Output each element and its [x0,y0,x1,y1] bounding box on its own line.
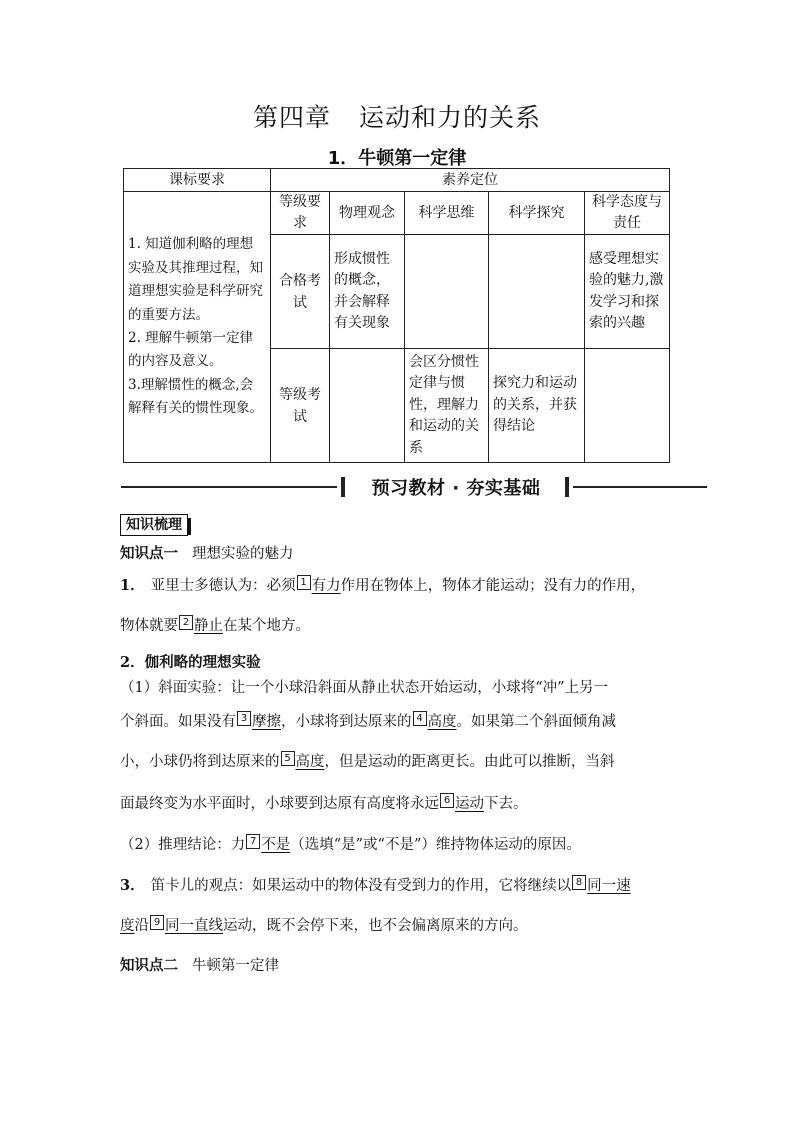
blank-marker: 6 [440,793,454,808]
answer-blank: 同一速 [587,878,631,894]
answer-blank: 摩擦 [252,714,281,730]
text: 下去。 [484,796,528,812]
text: 作用在物体上，物体才能运动；没有力的作用， [340,578,646,594]
text: 亚里士多德认为：必须 [150,578,296,594]
kp2-title: 牛顿第一定律 [192,958,279,974]
header-literacy: 素养定位 [271,169,670,192]
answer-blank: 不是 [261,837,291,853]
text: （2）推理结论：力 [120,837,246,853]
grade-attitude-cell [585,349,670,463]
pass-inquiry-cell [489,235,585,349]
grade-inquiry-cell: 探究力和运动的关系，并获得结论 [489,349,585,463]
answer-blank: 高度 [295,754,325,770]
text: 。如果第二个斜面倾角减 [456,714,616,730]
blank-marker: 2 [179,615,193,630]
text: 笛卡儿的观点：如果运动中的物体没有受到力的作用，它将继续以 [150,878,572,894]
blank-marker: 3 [237,711,251,726]
paragraph-2-heading: 2．伽利略的理想实验 [120,654,261,671]
blank-marker: 4 [413,711,427,726]
banner-text: 预习教材 · 夯实基础 [371,478,541,499]
section-banner [121,472,707,502]
chapter-number: 第四章 [252,103,331,132]
text: ，小球将到达原来的 [281,714,412,730]
item-number: 3． [120,877,145,894]
text: 面最终变为水平面时，小球要到达原有高度将永远 [120,796,439,812]
knowledge-tag: 知识梳理 [120,514,188,536]
banner-line-left [121,486,337,488]
paragraph-3-line-1 [120,874,631,895]
paragraph-2-line-4 [120,792,528,813]
kp1-title: 理想实验的魅力 [192,546,294,562]
banner-line-right [573,486,707,488]
text: 沿 [134,918,149,934]
text: ，但是运动的距离更长。由此可以推断，当斜 [324,754,615,770]
header-course-requirements: 课标要求 [124,169,271,192]
answer-blank: 运动 [455,796,484,812]
grade-thinking-cell: 会区分惯性定律与惯性，理解力和运动的关系 [405,349,489,463]
chapter-name: 运动和力的关系 [359,103,542,132]
grade-physics-cell [330,349,405,463]
subheader-scientific-inquiry: 科学探究 [489,192,585,235]
course-requirements-text: 1. 知道伽利略的理想实验及其推理过程，知道理想实验是科学研究的重要方法。 2. 理解牛顿第一定律的内容及意义。 3.理解惯性的概念,会解释有关的惯性现象。 [124,192,271,463]
text: 在某个地方。 [223,618,310,634]
text: 运动，既不会停下来，也不会偏离原来的方向。 [223,918,528,934]
text: 物体就要 [120,618,178,634]
subheader-level: 等级要求 [271,192,330,235]
banner-bar-left [341,477,345,497]
paragraph-1-line-1 [120,574,645,595]
pass-attitude-cell: 感受理想实验的魅力,激发学习和探索的兴趣 [585,235,670,349]
paragraph-2-line-5 [120,833,581,854]
item-number: 1． [120,577,145,594]
answer-blank: 同一直线 [165,918,223,934]
level-pass-exam: 合格考试 [271,235,330,349]
blank-marker: 9 [150,915,164,930]
kp1-label: 知识点一 [120,546,178,562]
knowledge-point-2 [120,954,279,975]
section-title: 1．牛顿第一定律 [327,148,467,169]
banner-bar-right [565,477,569,497]
blank-marker: 5 [281,751,295,766]
pass-thinking-cell [405,235,489,349]
paragraph-2-line-2 [120,710,616,731]
subheader-scientific-attitude: 科学态度与责任 [585,192,670,235]
paragraph-3-line-2 [120,914,528,935]
answer-blank-continued: 度 [120,918,135,934]
blank-marker: 7 [246,834,260,849]
chapter-title [0,98,794,134]
paragraph-2-line-1: （1）斜面实验：让一个小球沿斜面从静止状态开始运动，小球将“冲”上另一 [120,680,609,696]
level-grade-exam: 等级考试 [271,349,330,463]
blank-marker: 1 [297,575,311,590]
pass-physics-cell: 形成惯性的概念，并会解释有关现象 [330,235,405,349]
paragraph-1-line-2 [120,614,310,635]
answer-blank: 高度 [427,714,457,730]
subheader-scientific-thinking: 科学思维 [405,192,489,235]
subheader-physics-concept: 物理观念 [330,192,405,235]
knowledge-point-1 [120,542,294,563]
blank-marker: 8 [572,875,586,890]
kp2-label: 知识点二 [120,958,178,974]
answer-blank: 静止 [194,618,223,634]
requirements-table [123,168,670,463]
text: 小，小球仍将到达原来的 [120,754,280,770]
paragraph-2-line-3 [120,750,615,771]
text: 个斜面。如果没有 [120,714,236,730]
answer-blank: 有力 [311,578,341,594]
text: （选填“是”或“不是”）维持物体运动的原因。 [290,837,581,853]
